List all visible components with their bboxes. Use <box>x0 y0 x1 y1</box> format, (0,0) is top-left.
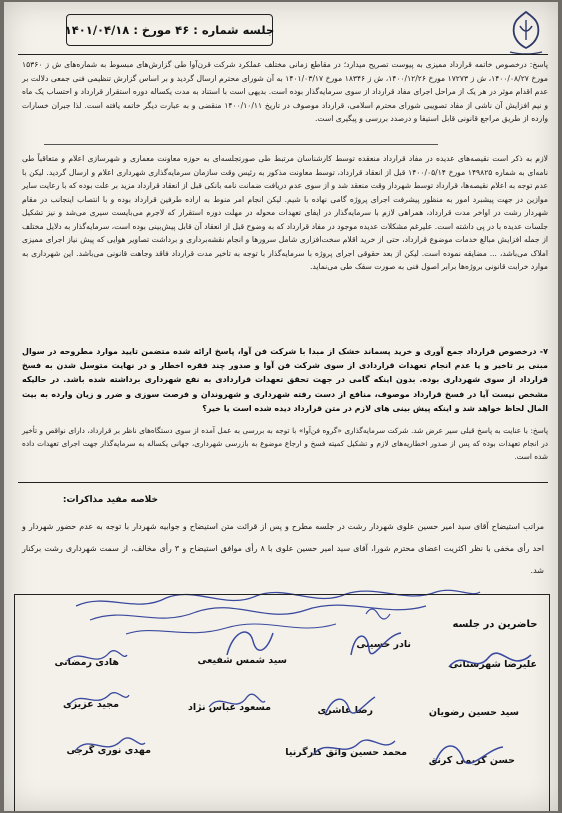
summary-text: مراتب استیضاح آقای سید امیر حسین علوی شهردار رشت در جلسه مطرح و پس از قرائت متن استیضاح و جوابیه شهردار با توجه به عدم حضور شهردار و احد رأی مخفی با نظر اکثریت اعضای محترم شورا، آقای سید امیر حسین علوی با ۸ رأی موافق استیضاح و ۳ رأی مخالف، از سمت شهرداری رشت برکنار شد. <box>22 522 545 575</box>
signature-mark <box>69 729 149 763</box>
attendee-name: هادی رمضانی <box>54 657 119 668</box>
attendee-name: سید حسین رضویان <box>428 707 519 718</box>
attendees-title: حاضرین در جلسه <box>452 619 538 630</box>
attendee-name: مجید عزیزی <box>63 699 119 710</box>
signature-mark <box>219 621 279 665</box>
signature-mark <box>205 687 269 717</box>
signature-mark <box>445 645 535 679</box>
signature-mark <box>61 643 131 673</box>
header-divider <box>18 54 548 55</box>
answer-7: پاسخ: با عنایت به پاسخ قبلی سیر عرض شد. شرکت سرمایه‌گذاری «گروه فن‌آوا» با توجه به بررسی به عمل آمده از سوی دستگاه‌های ناظر بر قرارداد، دارای نواقص و تأخیر در انجام تعهدات بوده که پس از صدور اخطاریه‌های لازم و تشکیل کمیته فسخ و ارجاع موضوع به بازرسی شهرداری، جهانی یکساله به سرمایه‌گذار جهت اجرای تعهدات داده شده است. <box>22 426 548 461</box>
attendee-name: حسن کریمی کرنق <box>428 755 515 766</box>
attendees-box <box>14 594 550 811</box>
summary-title: خلاصه مفید مذاکرات: <box>62 495 158 505</box>
paragraph-divider <box>44 144 438 145</box>
answer-paragraph-1: پاسخ: درخصوص خاتمه قرارداد ممیزی به پیوست تصریح میدارد؛ در مقاطع زمانی مختلف عملکرد شرکت قرن‌آوا طی گزارش‌های مبسوط به شماره‌های ش ز ۱۵۳۶۰ مورخ ۱۴۰۰/۰۸/۲۷، ش ز ۱۷۲۷۳ مورخ ۱۴۰۰/۱۲/۲۶، ش ز ۱۸۳۴۶ مورخ ۱۴۰۱/۰۳/۱۷ به آن شورای محترم ارسال گردید و بر اساس گزارش تنظیمی فنی جمعی دلالت بر عدم اقدام موثر در هر یک از مراحل اجرای مفاد قرارداد از سوی سرمایه‌گذار بوده است. بدیهی است با استناد به مدت یکساله دوره استقرار قرارداد و احتساب یک ماه و نیم افزایش آن ناشی از مفاد تصویبی شورای محترم اسلامی، قرارداد موصوف در تاریخ ۱۴۰۰/۱۰/۱۱ منقضی و به عبارت دیگر خاتمه یافته است. لذا جبران خسارات وارده از طریق مراجع قانونی قابل استیفا و درصدد بررسی و پیگیری است. <box>22 60 548 123</box>
summary-divider <box>18 482 548 483</box>
attendee-name: سید شمس شفیعی <box>197 655 287 666</box>
attendee-name: مهدی نوری گرجی <box>66 745 151 756</box>
answer-paragraph-2: لازم به ذکر است نقیصه‌های عدیده در مفاد قرارداد منعقده توسط کارشناسان مرتبط طی صورتجلسه‌ای به حوزه معاونت معماری و شهرسازی اعلام و متعاقباً طی نامه‌ای به شماره ۱۴۹۸۲۵ مورخ ۱۴۰۰/۰۵/۱۴ قبل از انعقاد قرارداد، توسط معاونت مذکور به رئیس وقت سازمان سرمایه‌گذاری شهرداری اعلام و ارسال گردید. لیکن با عدم توجه به اعلام نقیصه‌ها، قرارداد توسط شهردار وقت منعقد شد و از سوی عدم دریافت ضمانت نامه بانکی قبل از انعقاد قرارداد مزید بر علت بوده که با رعایت سایر موازین در جهت پیشبرد امور به منظور پیشرفت اجرای پروژه گامی نهاده با شیم. لیکن انجام امر منوط به اراده طرفین قرارداد بوده و با انتصاب اینجانب در مقام شهردار رشت در اواخر مدت قرارداد، همراهی لازم با سرمایه‌گذار در ایفای تعهدات محوله در مهلت دوره استقرار که لاجرم می‌بایست سیری می‌شد و نیز تشکیل جلسات عدیده با در پی داشته است. علیرغم مشکلات عدیده موجود در مفاد قرارداد که به وضوح قبل از انعقاد آن قابل پیش‌بینی بوده است، سرمایه‌گذار به دلایل مختلف از جمله افزایش مبالغ خدمات موضوع قرارداد، حتی از خرید اقلام سخت‌افزاری شامل سرورها و انجام نقشه‌برداری و برداشت تصاویر هوایی که پیش نیاز اجرای ممیزی املاک می‌باشد، ... مضایقه نموده است. لیکن از بعد حقوقی اجرای پروژه با سرمایه‌گذار با توجه به تاخیر مدت قرارداد فاقد وجاهت قانونی می‌باشد. این شهرداری به موارد خرابت قانونی بروژه‌ها برابر اصول فنی به صورت سفک طی می‌نماید. <box>22 154 548 271</box>
signature-mark <box>345 625 407 665</box>
signature-mark <box>63 683 133 713</box>
attendee-name: محمد حسین واثق کارگرنیا <box>285 747 407 758</box>
meeting-minutes-page <box>4 2 558 811</box>
attendee-name: نادر حسینی <box>356 639 411 650</box>
session-number-box: جلسه شماره : ۴۶ مورخ : ۱۴۰۱/۰۴/۱۸ <box>66 14 273 46</box>
signature-mark <box>319 689 379 723</box>
attendee-name: مسعود عباس نژاد <box>187 702 271 713</box>
attendee-name: علیرضا شهرستانی <box>449 659 537 670</box>
signature-mark <box>309 731 399 765</box>
attendee-name: رضا عاشری <box>317 705 373 716</box>
signature-mark <box>429 737 509 771</box>
question-7: ۷- درخصوص قرارداد جمع آوری و خرید پسماند خشک از مبدا با شرکت فن آوا، پاسخ ارائه شده متضمن تایید موارد مطروحه در سوال مبنی بر تاخیر و یا عدم انجام تعهدات قراردادی از سوی شرکت فن آوا و صدور چند فقره اخطار و در نهایت متوسل شدن به فسخ قرارداد از سوی شهرداری بوده. بدون اینکه گامی در جهت تحقق تعهدات قراردادی به نفع شهرداری برداشته شده باشد. در حالیکه مشخص نیست آیا در فسخ قرارداد موصوف، منافع از دست رفته شهرداری و شهروندان و فرصت سوزی و ضرر و زیان وارده به بیت المال لحاظ خواهد شد و اینکه پیش بینی های لازم در متن قرارداد دیده شده است یا خیر؟ <box>22 347 548 413</box>
council-emblem-icon <box>504 8 548 58</box>
